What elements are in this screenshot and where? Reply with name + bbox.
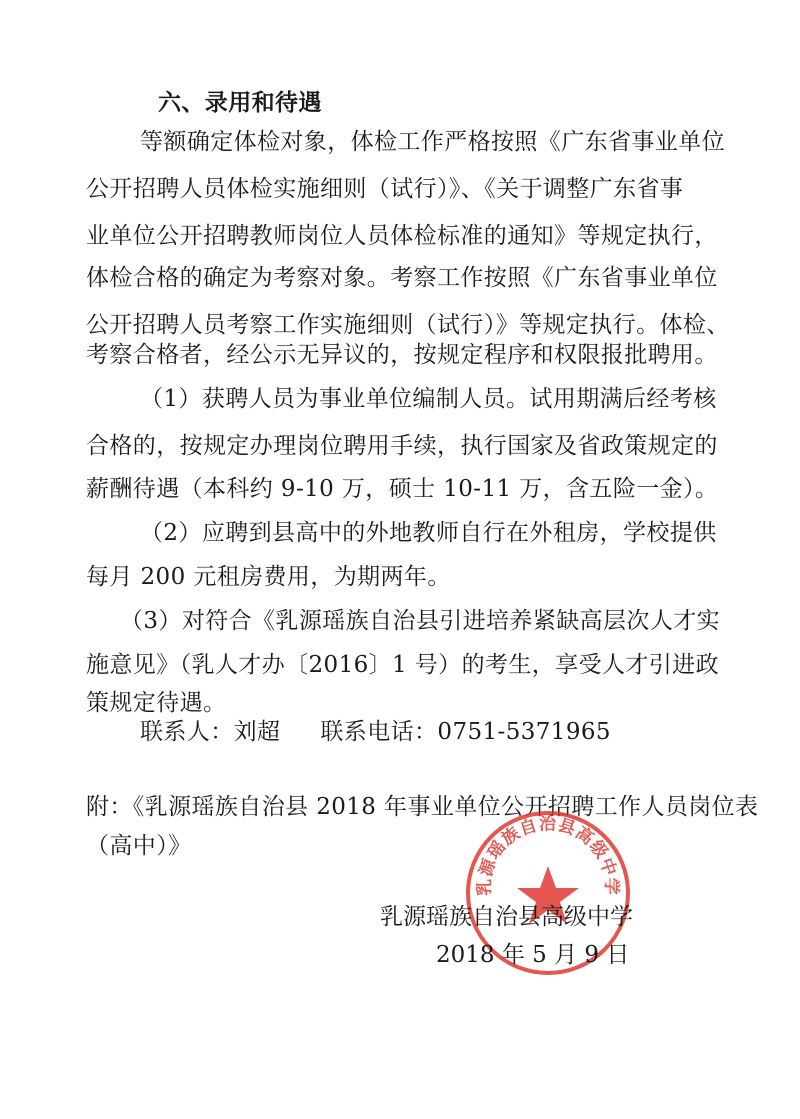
paragraph-2-line-2: 合格的，按规定办理岗位聘用手续，执行国家及省政策规定的 <box>86 433 718 459</box>
attachment-line-1: 附：《乳源瑶族自治县 2018 年事业单位公开招聘工作人员岗位表 <box>86 794 759 820</box>
stamp-text: 乳源瑶族自治县高级中学 <box>474 814 622 896</box>
contact-person: 联系人：刘超 <box>140 719 281 745</box>
attachment-line-2: （高中）》 <box>86 833 192 859</box>
paragraph-1-line-3: 业单位公开招聘教师岗位人员体检标准的通知》等规定执行， <box>86 223 718 249</box>
signature-organization: 乳源瑶族自治县高级中学 <box>380 904 633 930</box>
paragraph-1-line-2: 公开招聘人员体检实施细则（试行）》、《关于调整广东省事 <box>86 176 684 202</box>
paragraph-2-line-1: （1）获聘人员为事业单位编制人员。试用期满后经考核 <box>140 386 717 412</box>
paragraph-2-line-3: 薪酬待遇（本科约 9-10 万，硕士 10-11 万，含五险一金）。 <box>86 476 719 502</box>
paragraph-1-line-4: 体检合格的确定为考察对象。考察工作按照《广东省事业单位 <box>86 265 718 291</box>
paragraph-3-line-2: 每月 200 元租房费用，为期两年。 <box>86 564 451 590</box>
paragraph-4-line-2: 施意见》（乳人才办〔2016〕1 号）的考生，享受人才引进政 <box>86 652 719 678</box>
paragraph-4-line-3: 策规定待遇。 <box>86 690 227 716</box>
paragraph-3-line-1: （2）应聘到县高中的外地教师自行在外租房，学校提供 <box>140 520 717 546</box>
paragraph-1-line-1: 等额确定体检对象，体检工作严格按照《广东省事业单位 <box>140 129 725 155</box>
section-heading: 六、录用和待遇 <box>158 89 322 116</box>
paragraph-4-line-1: （3）对符合《乳源瑶族自治县引进培养紧缺高层次人才实 <box>120 608 721 634</box>
contact-phone: 联系电话：0751-5371965 <box>320 719 611 745</box>
signature-date: 2018 年 5 月 9 日 <box>436 942 630 968</box>
contact-line <box>140 717 611 747</box>
paragraph-1-line-5: 公开招聘人员考察工作实施细则（试行）》等规定执行。体检、 <box>86 312 730 338</box>
paragraph-1-line-6: 考察合格者，经公示无异议的，按规定程序和权限报批聘用。 <box>86 342 718 368</box>
